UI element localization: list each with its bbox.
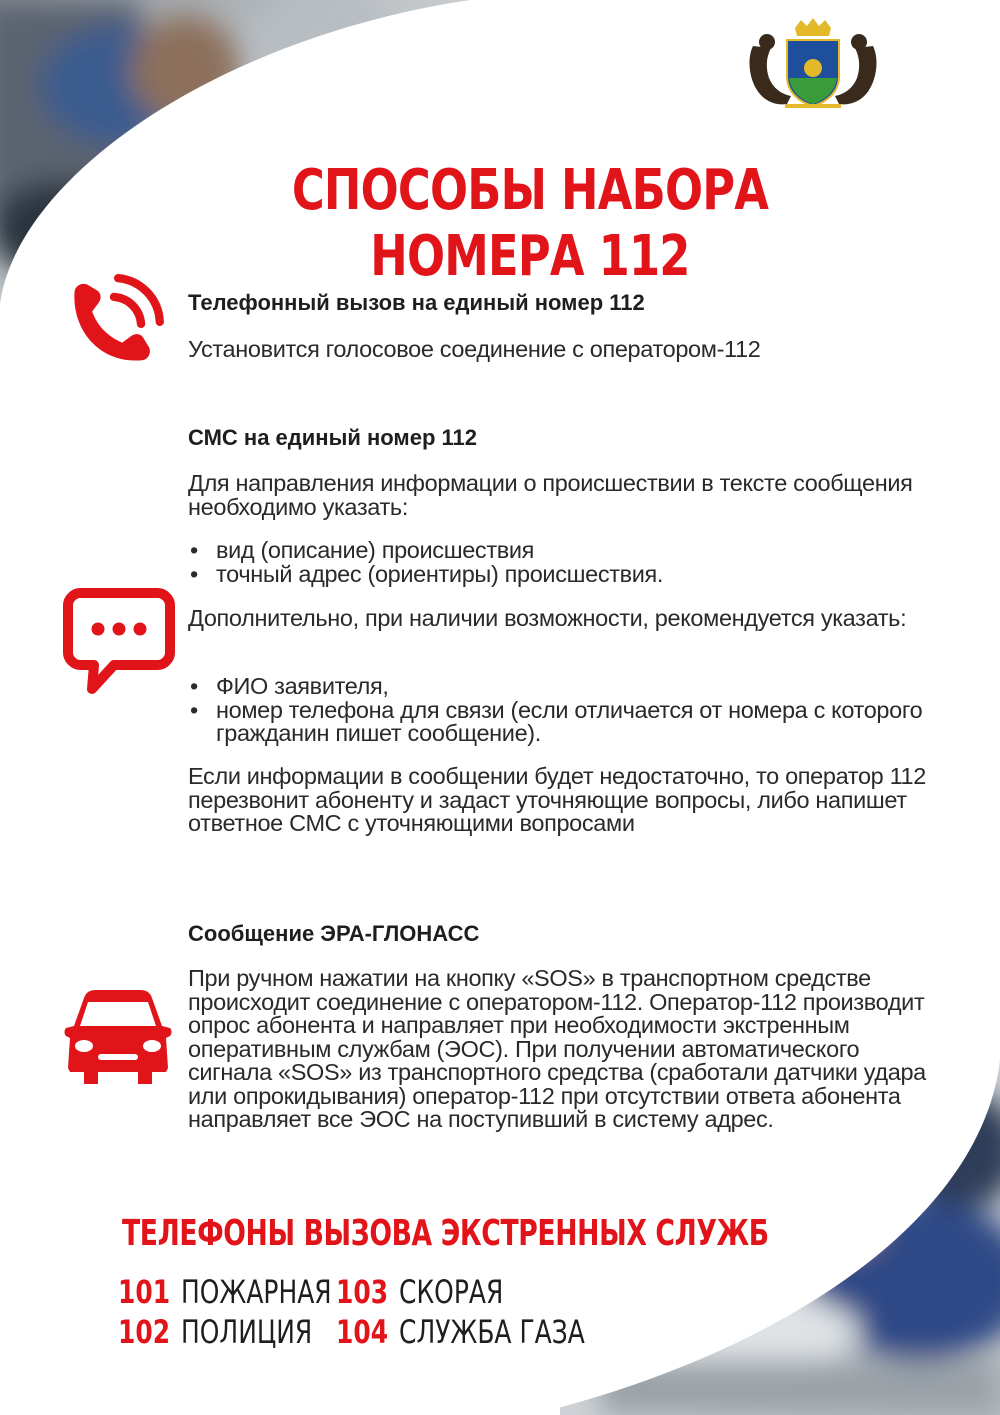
service-name: СЛУЖБА ГАЗА	[399, 1313, 585, 1351]
list-item: • ФИО заявителя,	[188, 675, 928, 699]
service-name: ПОЖАРНАЯ	[181, 1273, 332, 1311]
list-item: • номер телефона для связи (если отличается от номера с которого гражданин пишет сообщение).	[188, 699, 928, 746]
sms-optional-list	[188, 675, 928, 746]
call-heading: Телефонный вызов на единый номер 112	[188, 290, 645, 315]
call-text: Установится голосовое соединение с оператором-112	[188, 336, 761, 362]
coat-of-arms-icon	[745, 18, 881, 110]
service-name: СКОРАЯ	[399, 1273, 504, 1311]
car-icon	[62, 988, 174, 1088]
service-number: 104	[336, 1313, 389, 1351]
service-fire	[118, 1272, 332, 1312]
sms-intro: Для направления информации о происшествии в тексте сообщения необходимо указать:	[188, 470, 913, 520]
service-number: 101	[118, 1273, 171, 1311]
phone-ringing-icon	[62, 274, 166, 378]
service-gas	[336, 1312, 585, 1352]
sms-optional-intro: Дополнительно, при наличии возможности, рекомендуется указать:	[188, 605, 907, 631]
chat-bubble-icon	[62, 587, 176, 697]
list-item: • вид (описание) происшествия	[188, 539, 928, 563]
emergency-title: ТЕЛЕФОНЫ ВЫЗОВА ЭКСТРЕННЫХ СЛУЖБ	[122, 1213, 769, 1254]
service-name: ПОЛИЦИЯ	[181, 1313, 313, 1351]
service-number: 103	[336, 1273, 389, 1311]
glonass-text: При ручном нажатии на кнопку «SOS» в транспортном средстве происходит соединение с оператором-112. Оператор-112 производит опрос абонента и направляет при необходимости экстренным оперативным службам (ЭОС). При получении автоматического сигнала «SOS» из транспортного средства (сработали датчики удара или опрокидывания) оператор-112 при отсутствии ответа абонента направляет все ЭОС на поступивший в систему адрес.	[188, 965, 926, 1132]
list-item: • точный адрес (ориентиры) происшествия.	[188, 563, 928, 587]
page-title: СПОСОБЫ НАБОРА НОМЕРА 112	[291, 158, 769, 289]
service-number: 102	[118, 1313, 171, 1351]
sms-note: Если информации в сообщении будет недостаточно, то оператор 112 перезвонит абоненту и задаст уточняющие вопросы, либо напишет ответное СМС с уточняющими вопросами	[188, 763, 926, 836]
service-police	[118, 1312, 312, 1352]
sms-required-list	[188, 539, 928, 586]
glonass-heading: Сообщение ЭРА-ГЛОНАСС	[188, 921, 480, 946]
sms-heading: СМС на единый номер 112	[188, 425, 477, 450]
service-ambulance	[336, 1272, 503, 1312]
